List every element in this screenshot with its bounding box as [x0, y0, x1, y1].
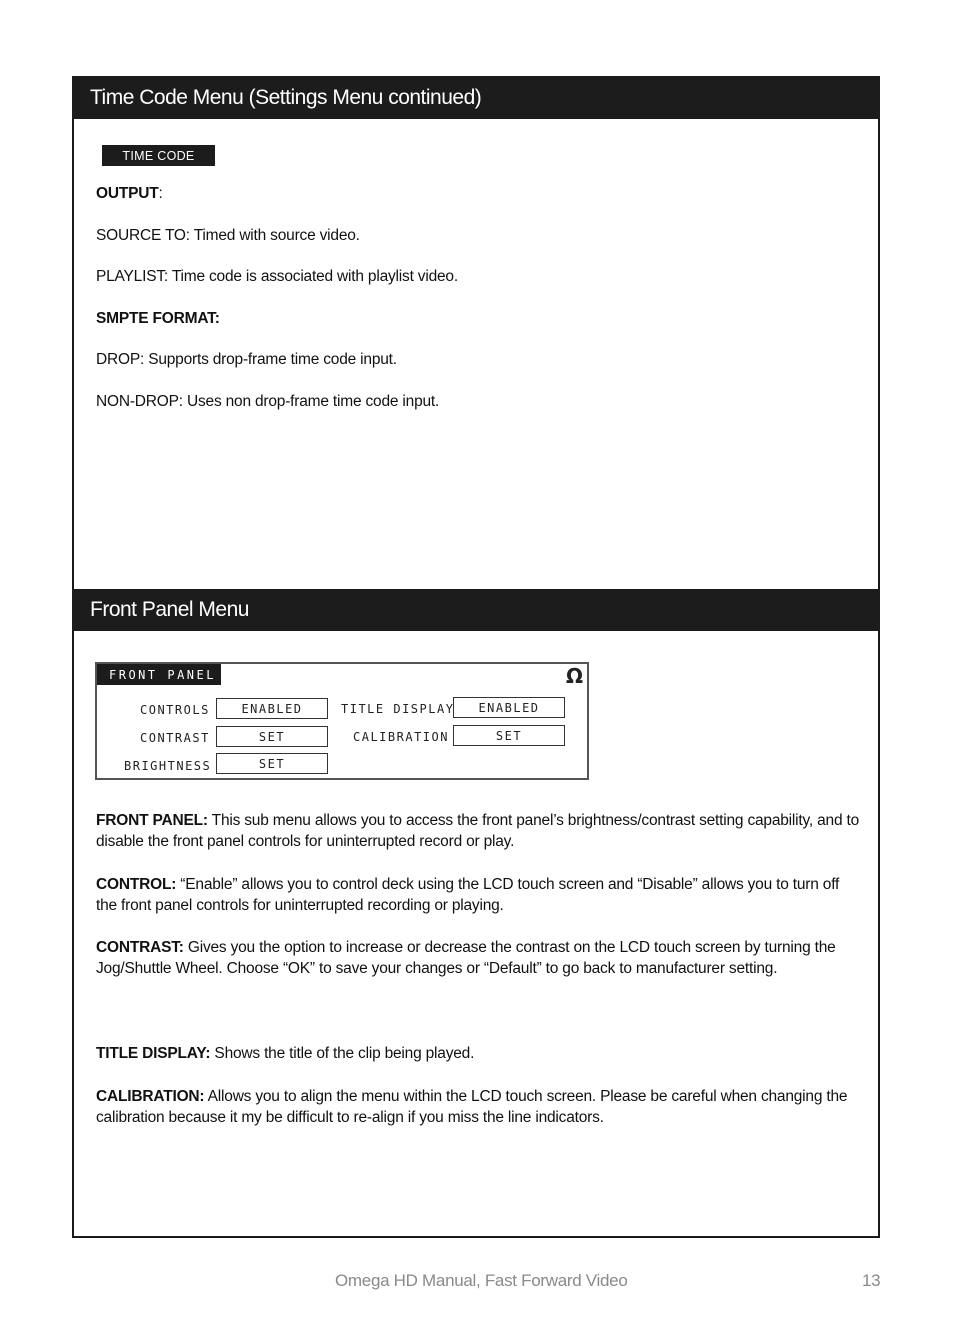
contrast-term: CONTRAST:: [96, 939, 184, 956]
page-number: 13: [862, 1271, 881, 1290]
title-display-paragraph: [96, 1043, 860, 1064]
control-text: “Enable” allows you to control deck using the LCD touch screen and “Disable” allows you to turn off the front panel controls for uninterrupted recording or playing.: [96, 876, 840, 914]
drop-text: DROP: Supports drop-frame time code input.: [96, 351, 397, 368]
section-title: Front Panel Menu: [90, 598, 249, 621]
front-panel-widget: [95, 662, 589, 780]
calibration-text: Allows you to align the menu within the LCD touch screen. Please be careful when changing the calibration because it my be difficult to re-align if you miss the line indicators.: [96, 1088, 848, 1126]
calibration-term: CALIBRATION:: [96, 1088, 205, 1105]
title-display-term: TITLE DISPLAY:: [96, 1045, 211, 1062]
calibration-label: CALIBRATION: [353, 730, 449, 744]
front-panel-term: FRONT PANEL:: [96, 812, 208, 829]
control-term: CONTROL:: [96, 876, 177, 893]
title-display-label: TITLE DISPLAY: [341, 702, 455, 716]
brightness-label: BRIGHTNESS: [124, 759, 212, 773]
front-panel-text: This sub menu allows you to access the front panel’s brightness/contrast setting capability, and to disable the front panel controls for uninterrupted record or play.: [96, 812, 860, 850]
controls-label: CONTROLS: [140, 703, 210, 717]
smpte-label: SMPTE FORMAT:: [96, 310, 220, 327]
contrast-paragraph: [96, 937, 860, 979]
section-header-time-code: [72, 77, 880, 119]
contrast-text-line2: Jog/Shuttle Wheel. Choose “OK” to save your changes or “Default” to go back to manufacturer setting.: [96, 960, 778, 977]
time-code-chip: TIME CODE: [102, 145, 215, 166]
calibration-paragraph: [96, 1086, 860, 1128]
front-panel-widget-title: FRONT PANEL: [97, 664, 221, 685]
controls-button[interactable]: ENABLED: [216, 698, 328, 719]
contrast-button[interactable]: SET: [216, 726, 328, 747]
output-heading: [96, 183, 163, 204]
control-paragraph: [96, 874, 860, 916]
output-colon: :: [158, 185, 163, 202]
title-display-button[interactable]: ENABLED: [453, 697, 565, 718]
front-panel-paragraph: [96, 810, 860, 852]
brightness-button[interactable]: SET: [216, 753, 328, 774]
footer-text: Omega HD Manual, Fast Forward Video: [335, 1271, 628, 1290]
calibration-button[interactable]: SET: [453, 725, 565, 746]
contrast-text-line1: Gives you the option to increase or decrease the contrast on the LCD touch screen by turning the: [183, 939, 836, 956]
title-display-text: Shows the title of the clip being played.: [210, 1045, 475, 1062]
smpte-heading: [96, 308, 220, 329]
source-to-text: SOURCE TO: Timed with source video.: [96, 227, 360, 244]
section-header-front-panel: [72, 589, 880, 631]
playlist-text: PLAYLIST: Time code is associated with playlist video.: [96, 268, 458, 285]
omega-icon: Ω: [565, 664, 583, 688]
section-title: Time Code Menu (Settings Menu continued): [90, 86, 482, 109]
contrast-label: CONTRAST: [140, 731, 210, 745]
non-drop-text: NON-DROP: Uses non drop-frame time code input.: [96, 393, 440, 410]
output-label: OUTPUT: [96, 185, 159, 202]
